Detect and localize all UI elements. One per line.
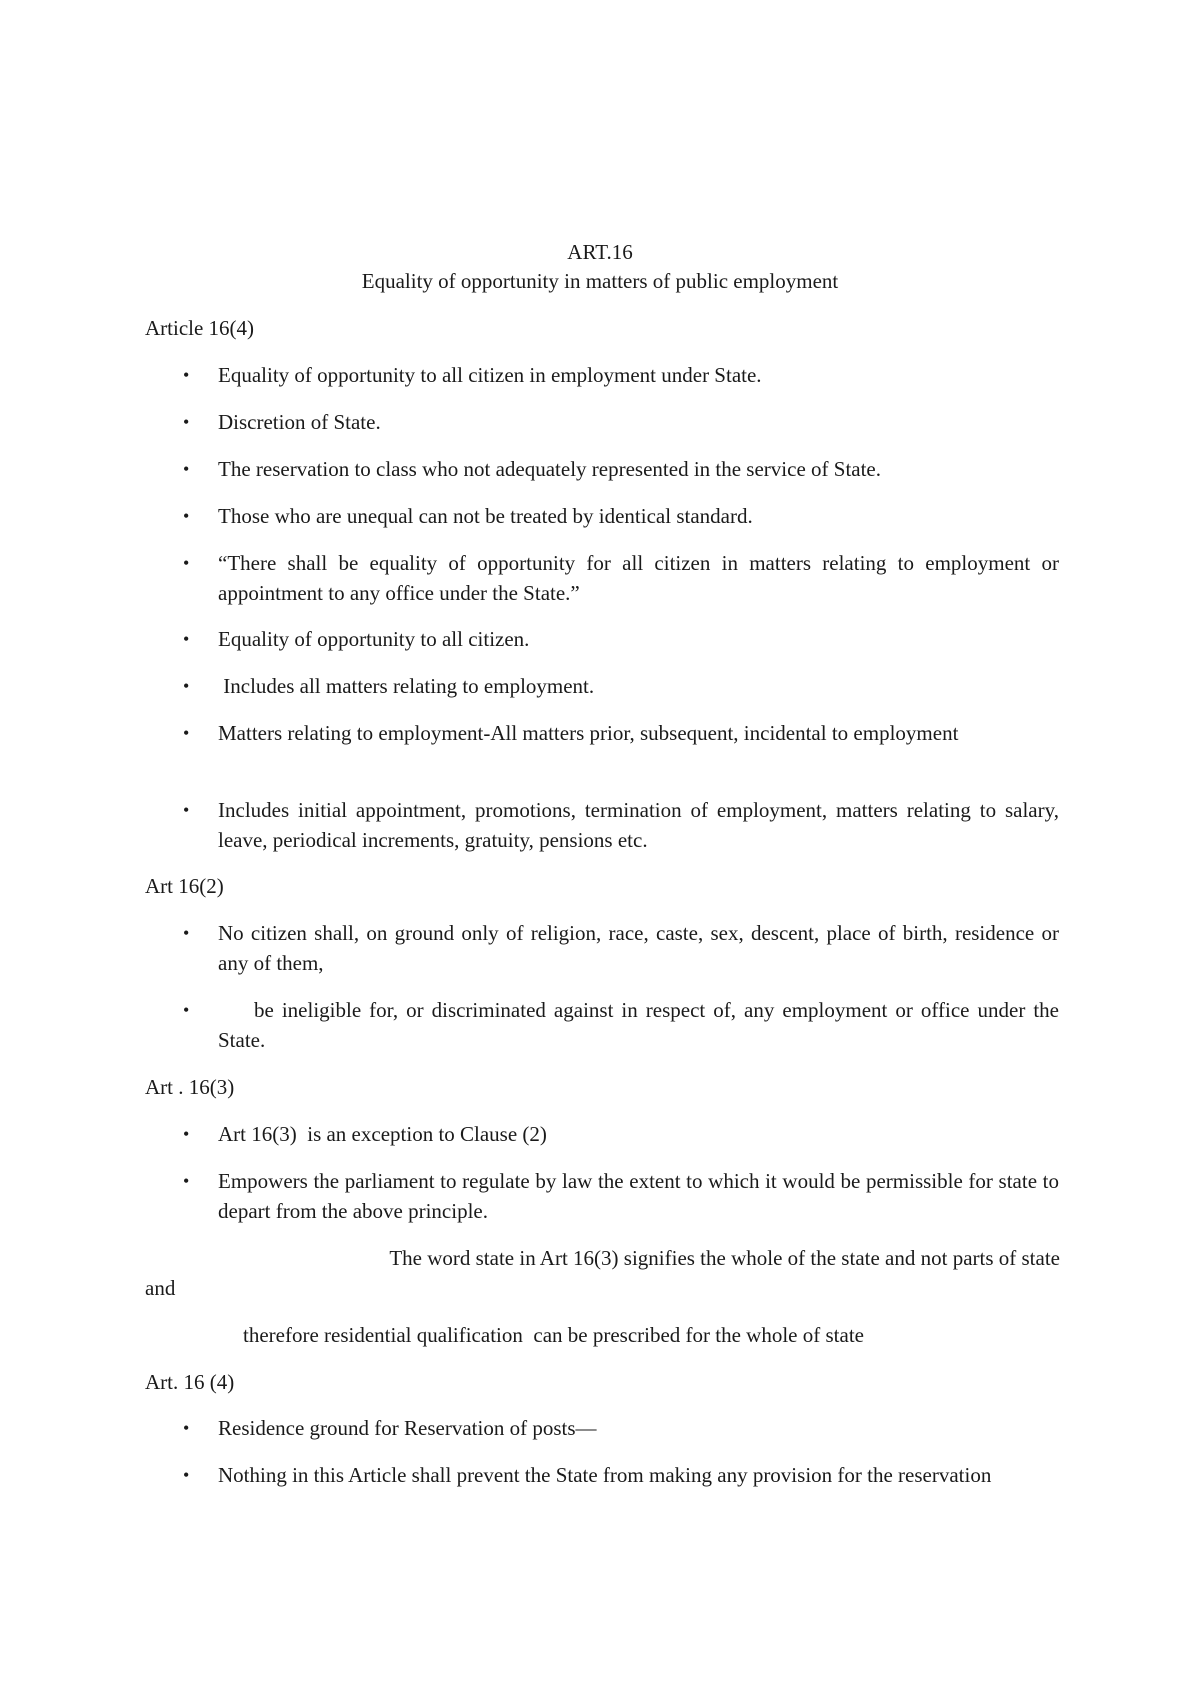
bullet-icon: • xyxy=(183,1124,190,1144)
bullet-icon: • xyxy=(183,723,190,743)
list-item xyxy=(183,919,1059,978)
bullet-icon: • xyxy=(183,1465,190,1485)
list-item xyxy=(183,1461,1059,1491)
list-item-text: Includes all matters relating to employment. xyxy=(218,674,595,698)
list-item xyxy=(183,719,1059,749)
list-item xyxy=(183,1414,1059,1444)
section-heading: Article 16(4) xyxy=(145,316,255,340)
list-item-text: Equality of opportunity to all citizen. xyxy=(218,627,530,651)
list-item-text: Those who are unequal can not be treated by identical standard. xyxy=(218,504,753,528)
list-item xyxy=(183,455,1059,485)
list-item-text: Residence ground for Reservation of posts— xyxy=(218,1416,597,1440)
page-title: ART.16 xyxy=(567,240,633,264)
list-item xyxy=(183,361,1059,391)
list-item xyxy=(183,1167,1059,1226)
bullet-icon: • xyxy=(183,1000,190,1020)
bullet-icon: • xyxy=(183,553,190,573)
list-item xyxy=(183,996,1059,1055)
paragraph-line: The word state in Art 16(3) signifies the whole of the state and not parts of state xyxy=(389,1246,1060,1270)
list-item-text: Art 16(3) is an exception to Clause (2) xyxy=(218,1122,547,1146)
bullet-icon: • xyxy=(183,459,190,479)
bullet-icon: • xyxy=(183,1418,190,1438)
section-heading: Art . 16(3) xyxy=(145,1075,235,1099)
list-item xyxy=(183,1120,1059,1150)
list-item xyxy=(183,796,1059,855)
bullet-icon: • xyxy=(183,629,190,649)
list-item-text: Equality of opportunity to all citizen in employment under State. xyxy=(218,363,762,387)
list-item xyxy=(183,625,1059,655)
list-item xyxy=(183,672,1059,702)
list-item-text: Empowers the parliament to regulate by law the extent to which it would be permissible for state to depart from the above principle. xyxy=(218,1169,1059,1223)
bullet-icon: • xyxy=(183,365,190,385)
paragraph-line: and xyxy=(145,1276,176,1300)
list-item-text: Matters relating to employment-All matters prior, subsequent, incidental to employment xyxy=(218,721,959,745)
list-item-text: No citizen shall, on ground only of religion, race, caste, sex, descent, place of birth, residence or any of them, xyxy=(218,921,1059,975)
bullet-icon: • xyxy=(183,412,190,432)
section-heading: Art. 16 (4) xyxy=(145,1370,235,1394)
bullet-icon: • xyxy=(183,923,190,943)
list-item-text: “There shall be equality of opportunity for all citizen in matters relating to employment or appointment to any office under the State.” xyxy=(218,551,1059,605)
list-item-text: The reservation to class who not adequately represented in the service of State. xyxy=(218,457,882,481)
list-item-text: be ineligible for, or discriminated against in respect of, any employment or office under the State. xyxy=(218,998,1059,1052)
bullet-icon: • xyxy=(183,1171,190,1191)
section-heading: Art 16(2) xyxy=(145,874,224,898)
list-item-text: Discretion of State. xyxy=(218,410,381,434)
bullet-icon: • xyxy=(183,506,190,526)
page-subtitle: Equality of opportunity in matters of public employment xyxy=(361,269,839,293)
list-item xyxy=(183,502,1059,532)
list-item-text: Nothing in this Article shall prevent the State from making any provision for the reservation xyxy=(218,1463,992,1487)
bullet-icon: • xyxy=(183,800,190,820)
list-item-text: Includes initial appointment, promotions, termination of employment, matters relating to salary, leave, periodical increments, gratuity, pensions etc. xyxy=(218,798,1059,852)
paragraph-line: therefore residential qualification can be prescribed for the whole of state xyxy=(243,1323,864,1347)
list-item xyxy=(183,549,1059,608)
bullet-icon: • xyxy=(183,676,190,696)
list-item xyxy=(183,408,1059,438)
